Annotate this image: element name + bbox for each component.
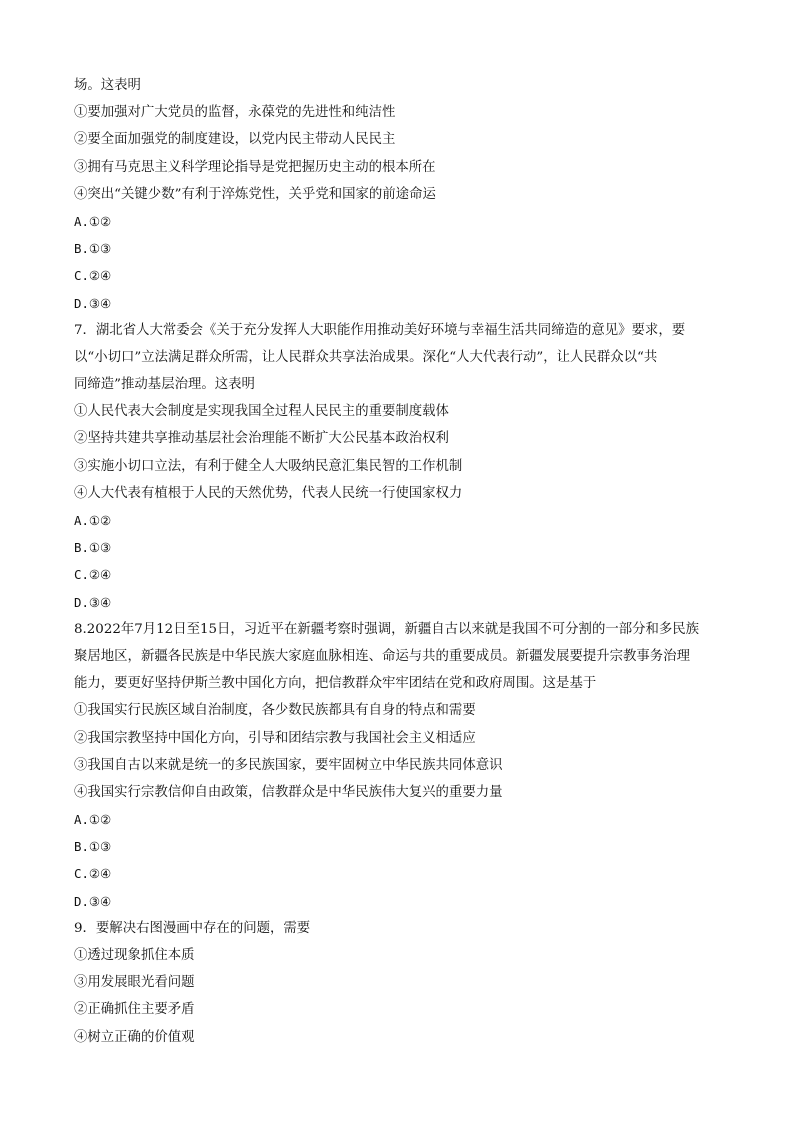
q7-option-c: C.②④: [74, 567, 112, 583]
q6-stem-tail: 场。这表明: [74, 78, 141, 93]
q9-statement-1: ①透过现象抓住本质: [74, 948, 195, 963]
q7-stem-line-1: 7．湖北省人大常委会《关于充分发挥人大职能作用推动美好环境与幸福生活共同缔造的意见》要求，要: [74, 322, 686, 338]
q6-option-d: D.③④: [74, 295, 112, 311]
q8-stem-line-1: 8.2022年7月12日至15日，习近平在新疆考察时强调，新疆自古以来就是我国不可分割的一部分和多民族: [74, 621, 700, 637]
q7-statement-4: ④人大代表有植根于人民的天然优势，代表人民统一行使国家权力: [74, 485, 463, 501]
q8-option-b: B.①③: [74, 839, 112, 855]
q9-statement-2: ③用发展眼光看问题: [74, 975, 195, 991]
q8-option-a: A.①②: [74, 812, 112, 828]
q6-option-b: B.①③: [74, 241, 112, 257]
q6-statement-1: ①要加强对广大党员的监督，永葆党的先进性和纯洁性: [74, 105, 396, 121]
q6-option-c: C.②④: [74, 268, 112, 284]
q9-statement-3: ②正确抓住主要矛盾: [74, 1002, 195, 1018]
q6-statement-2: ②要全面加强党的制度建设，以党内民主带动人民民主: [74, 132, 396, 148]
q8-statement-4: ④我国实行宗教信仰自由政策，信教群众是中华民族伟大复兴的重要力量: [74, 784, 503, 800]
q8-stem-line-2: 聚居地区，新疆各民族是中华民族大家庭血脉相连、命运与共的重要成员。新疆发展要提升宗教事务治理: [74, 648, 690, 664]
q8-option-c: C.②④: [74, 866, 112, 882]
q7-statement-3: ③实施小切口立法，有利于健全人大吸纳民意汇集民智的工作机制: [74, 458, 463, 474]
q7-option-d: D.③④: [74, 594, 112, 610]
q6-statement-4: ④突出“关键少数”有利于淬炼党性，关乎党和国家的前途命运: [74, 186, 436, 202]
q7-stem-line-3: 同缔造”推动基层治理。这表明: [74, 377, 255, 393]
q6-option-a: A.①②: [74, 213, 112, 229]
q8-option-d: D.③④: [74, 893, 112, 909]
q7-stem-line-2: 以“小切口”立法满足群众所需，让人民群众共享法治成果。深化“人大代表行动”，让人民群众以“共: [74, 349, 658, 365]
exam-page: [74, 72, 724, 1051]
q7-option-a: A.①②: [74, 513, 112, 528]
q8-statement-1: ①我国实行民族区域自治制度，各少数民族都具有自身的特点和需要: [74, 703, 476, 719]
q8-statement-2: ②我国宗教坚持中国化方向，引导和团结宗教与我国社会主义相适应: [74, 730, 476, 746]
q6-statement-3: ③拥有马克思主义科学理论指导是党把握历史主动的根本所在: [74, 159, 436, 175]
q9-statement-4: ④树立正确的价值观: [74, 1029, 195, 1045]
q7-statement-2: ②坚持共建共享推动基层社会治理能不断扩大公民基本政治权利: [74, 431, 449, 447]
q8-stem-line-3: 能力，要更好坚持伊斯兰教中国化方向，把信教群众牢牢团结在党和政府周围。这是基于: [74, 676, 597, 692]
q9-stem-line-1: 9．要解决右图漫画中存在的问题，需要: [74, 920, 311, 936]
q7-statement-1: ①人民代表大会制度是实现我国全过程人民民主的重要制度载体: [74, 404, 449, 420]
q7-option-b: B.①③: [74, 540, 112, 556]
q8-statement-3: ③我国自古以来就是统一的多民族国家，要牢固树立中华民族共同体意识: [74, 757, 503, 773]
